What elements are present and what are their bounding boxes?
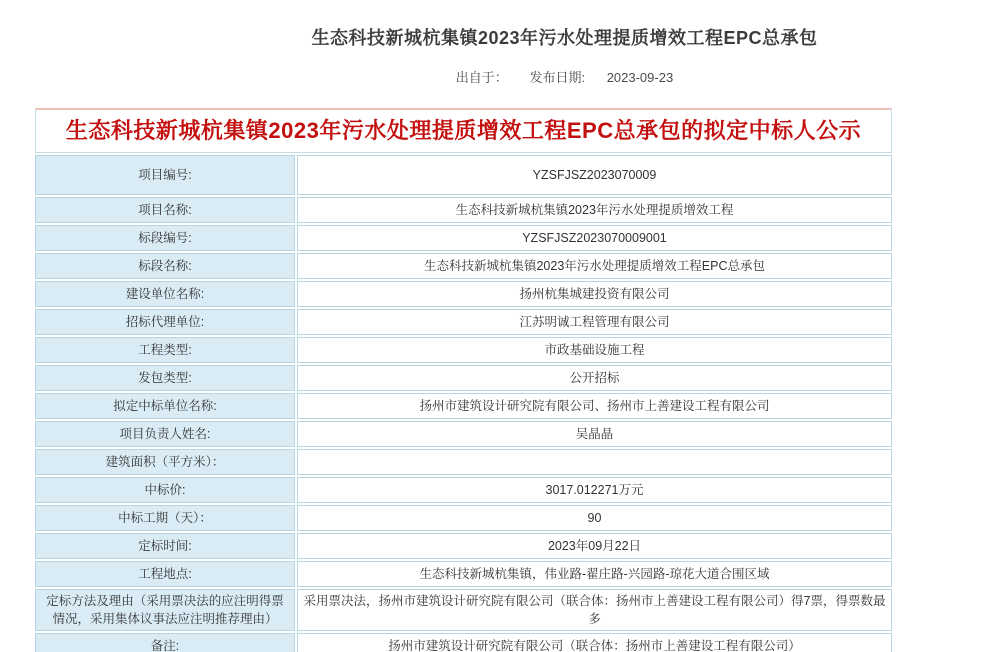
field-label: 项目编号: (35, 155, 295, 195)
field-value: 90 (297, 505, 892, 531)
table-row (35, 253, 892, 279)
field-label: 中标价: (35, 477, 295, 503)
table-row (35, 365, 892, 391)
table-row (35, 155, 892, 195)
table-row (35, 309, 892, 335)
field-label: 项目负责人姓名: (35, 421, 295, 447)
field-value: 江苏明诚工程管理有限公司 (297, 309, 892, 335)
field-value: 生态科技新城杭集镇，伟业路-翟庄路-兴园路-琼花大道合围区域 (297, 561, 892, 587)
field-label: 定标时间: (35, 533, 295, 559)
publish-meta (130, 67, 999, 86)
table-row (35, 197, 892, 223)
table-row (35, 477, 892, 503)
source-label: 出自于： (455, 70, 508, 85)
field-label: 发包类型: (35, 365, 295, 391)
field-value: 3017.012271万元 (297, 477, 892, 503)
field-value: 采用票决法，扬州市建筑设计研究院有限公司（联合体：扬州市上善建设工程有限公司）得7票，得票数最多 (297, 589, 892, 631)
field-label: 拟定中标单位名称: (35, 393, 295, 419)
announcement-table-wrap (33, 106, 894, 652)
date-label: 发布日期: (529, 70, 586, 85)
page-header (0, 0, 999, 86)
table-row (35, 393, 892, 419)
field-label: 备注: (35, 633, 295, 652)
table-row (35, 533, 892, 559)
field-label: 标段名称: (35, 253, 295, 279)
table-row (35, 225, 892, 251)
field-value: 市政基础设施工程 (297, 337, 892, 363)
date-value: 2023-09-23 (606, 70, 674, 85)
field-label: 工程地点: (35, 561, 295, 587)
table-row (35, 449, 892, 475)
table-row (35, 337, 892, 363)
field-value: 生态科技新城杭集镇2023年污水处理提质增效工程 (297, 197, 892, 223)
field-label: 建设单位名称: (35, 281, 295, 307)
field-value: 2023年09月22日 (297, 533, 892, 559)
field-value: 吴晶晶 (297, 421, 892, 447)
field-label: 定标方法及理由（采用票决法的应注明得票情况，采用集体议事法应注明推荐理由） (35, 589, 295, 631)
field-value: 扬州市建筑设计研究院有限公司、扬州市上善建设工程有限公司 (297, 393, 892, 419)
field-value: 公开招标 (297, 365, 892, 391)
field-label: 招标代理单位: (35, 309, 295, 335)
table-row (35, 561, 892, 587)
field-value (297, 449, 892, 475)
field-value: YZSFJSZ2023070009 (297, 155, 892, 195)
field-label: 项目名称: (35, 197, 295, 223)
table-row (35, 281, 892, 307)
info-table-body (35, 108, 892, 652)
banner-row (35, 108, 892, 153)
field-value: 生态科技新城杭集镇2023年污水处理提质增效工程EPC总承包 (297, 253, 892, 279)
table-row (35, 421, 892, 447)
table-row (35, 633, 892, 652)
field-label: 建筑面积（平方米）： (35, 449, 295, 475)
field-value: 扬州市建筑设计研究院有限公司（联合体：扬州市上善建设工程有限公司） (297, 633, 892, 652)
field-value: 扬州杭集城建投资有限公司 (297, 281, 892, 307)
page-title: 生态科技新城杭集镇2023年污水处理提质增效工程EPC总承包 (311, 28, 818, 48)
info-table (33, 106, 894, 652)
table-row (35, 505, 892, 531)
table-row (35, 589, 892, 631)
field-label: 中标工期（天）： (35, 505, 295, 531)
field-label: 标段编号: (35, 225, 295, 251)
field-value: YZSFJSZ2023070009001 (297, 225, 892, 251)
field-label: 工程类型: (35, 337, 295, 363)
announcement-banner: 生态科技新城杭集镇2023年污水处理提质增效工程EPC总承包的拟定中标人公示 (35, 108, 892, 153)
